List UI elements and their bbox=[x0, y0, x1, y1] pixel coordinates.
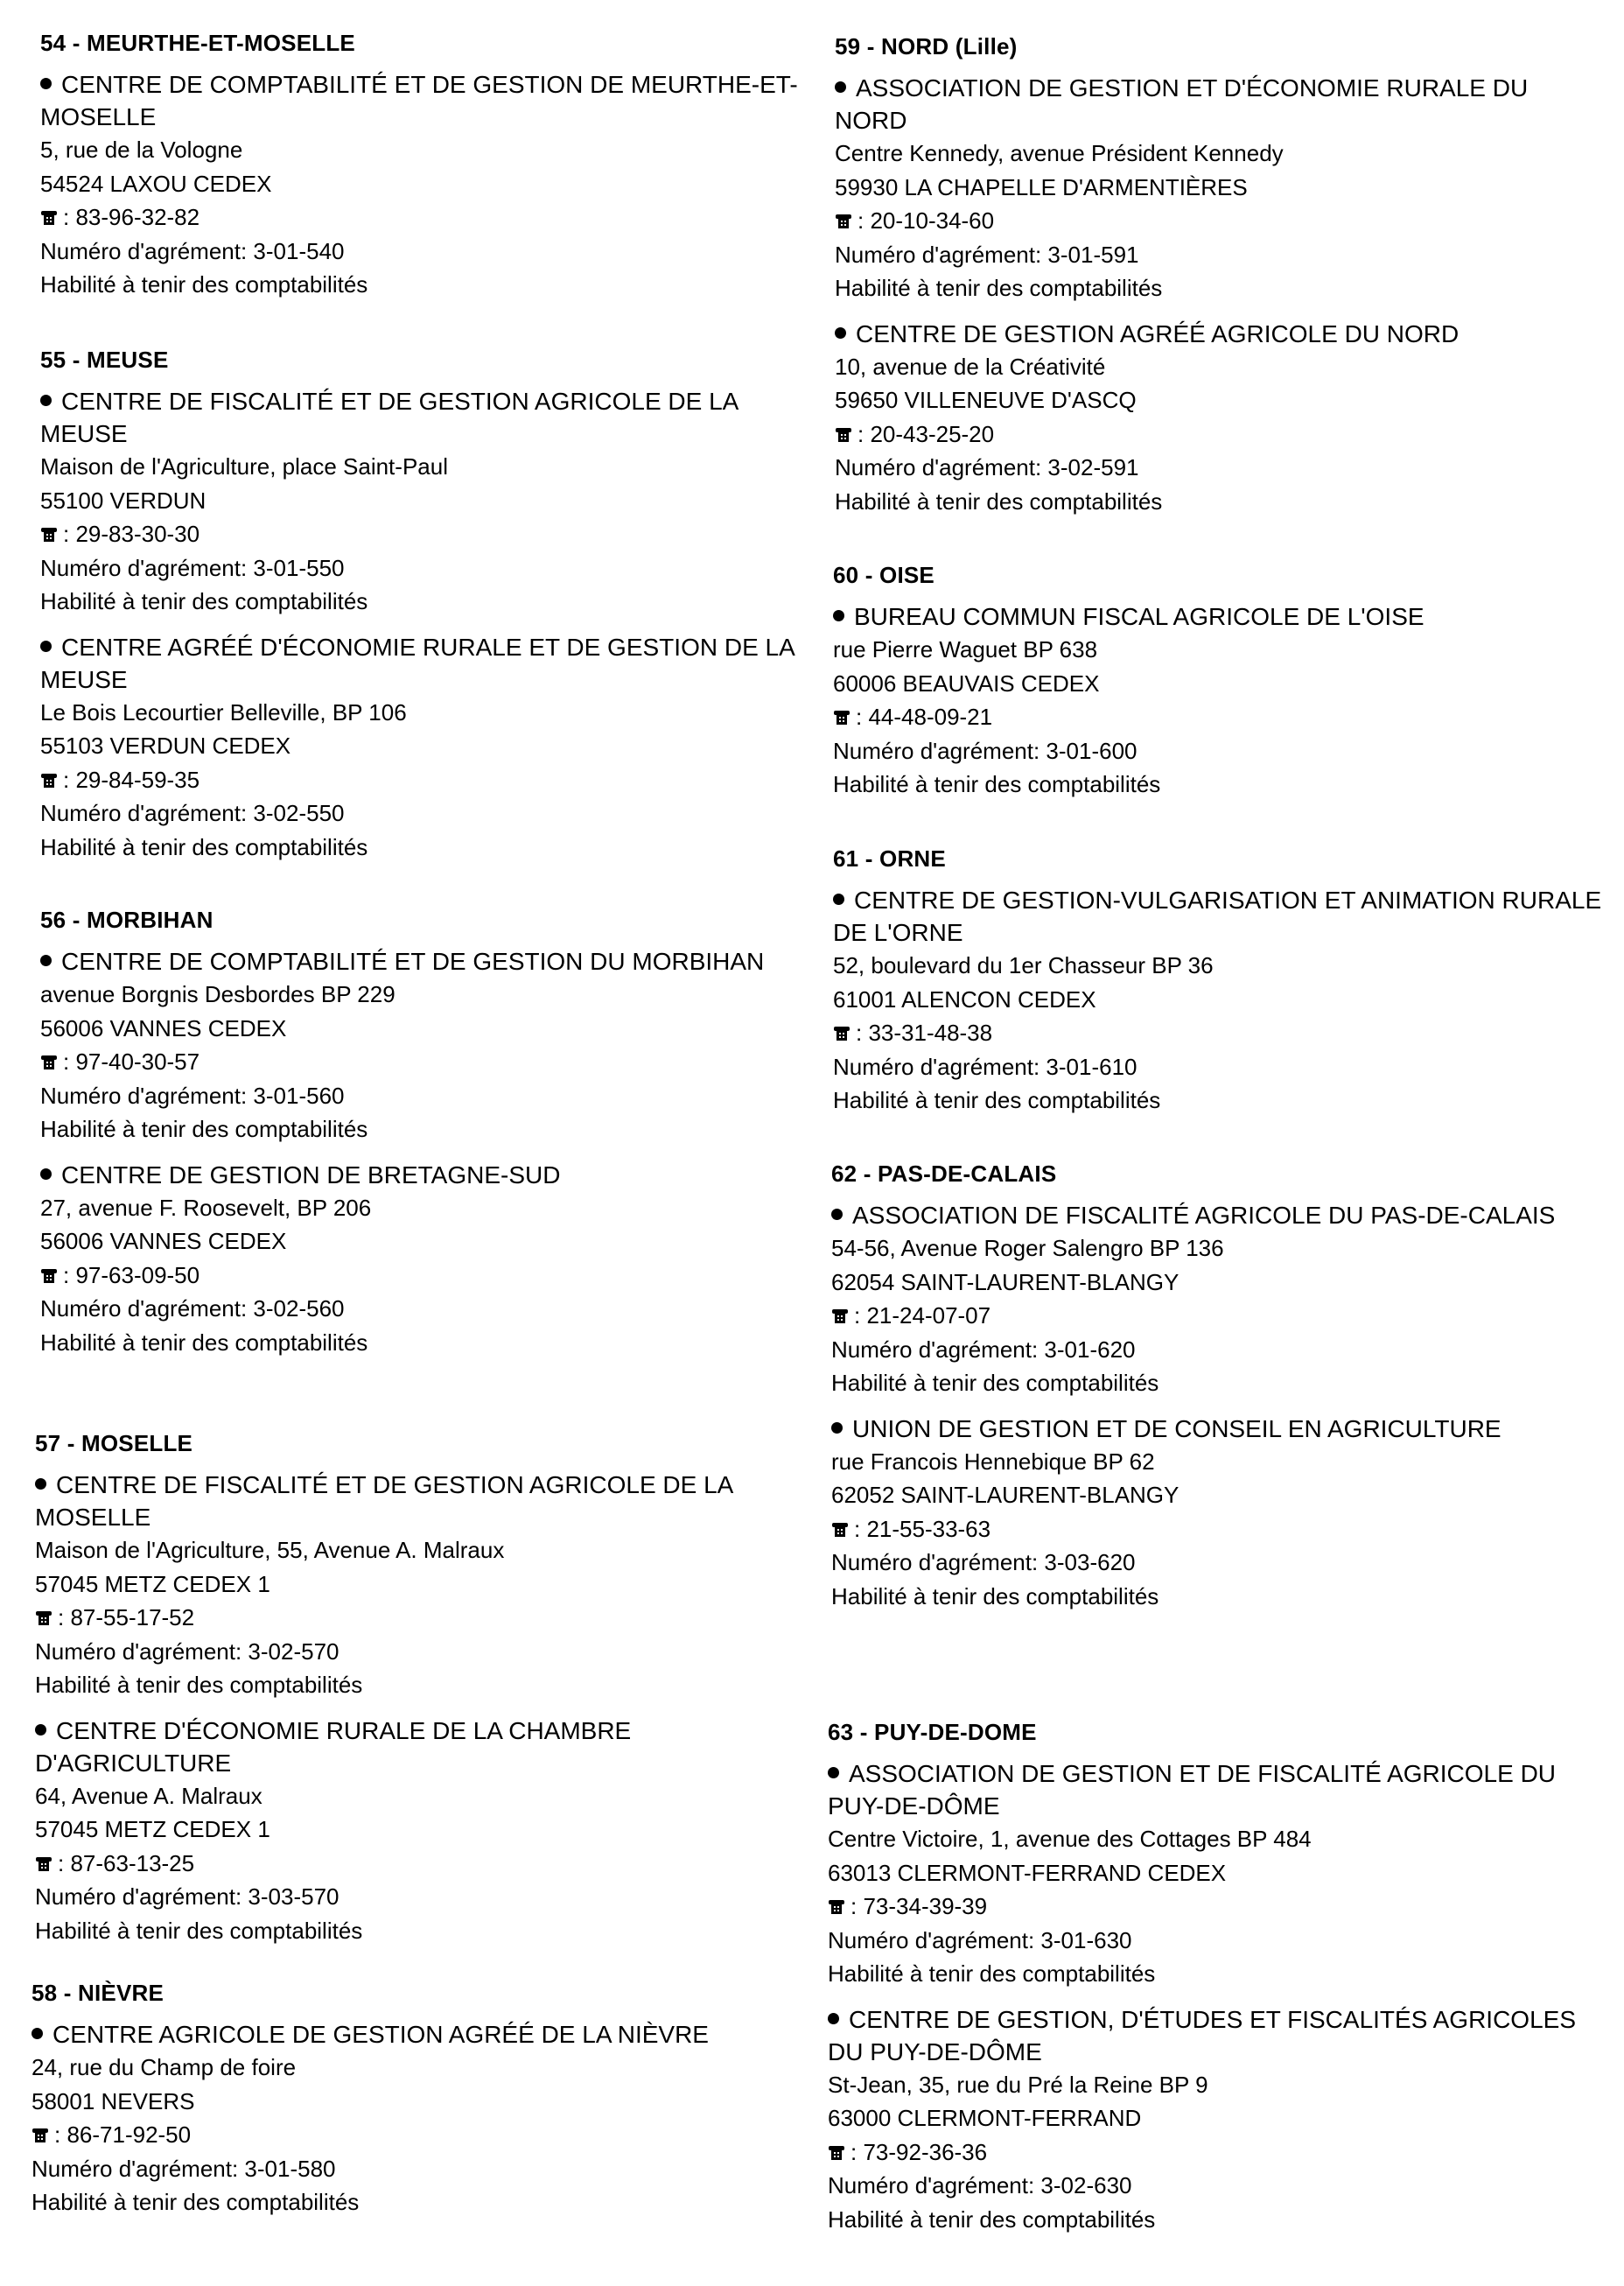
phone-line: : 86-71-92-50 bbox=[32, 2118, 802, 2152]
department-heading: 60 - OISE bbox=[833, 562, 934, 588]
organization-name: ASSOCIATION DE GESTION ET DE FISCALITÉ AGRICOLE DU PUY-DE-DÔME bbox=[828, 1760, 1557, 1820]
organization-entry bbox=[40, 631, 810, 865]
postal-line: 59650 VILLENEUVE D'ASCQ bbox=[835, 387, 1137, 413]
department-heading: 62 - PAS-DE-CALAIS bbox=[831, 1161, 1057, 1187]
telephone-icon bbox=[835, 427, 852, 443]
organization-entry bbox=[831, 1413, 1601, 1614]
agrement-number: Numéro d'agrément: 3-01-580 bbox=[32, 2155, 336, 2182]
telephone-icon bbox=[828, 1899, 845, 1915]
telephone-icon bbox=[835, 214, 852, 229]
department-heading: 56 - MORBIHAN bbox=[40, 907, 214, 933]
telephone-icon bbox=[40, 1268, 58, 1284]
phone-line: : 33-31-48-38 bbox=[833, 1016, 1603, 1050]
habilitation-text: Habilité à tenir des comptabilités bbox=[40, 271, 368, 298]
postal-line: 60006 BEAUVAIS CEDEX bbox=[833, 670, 1100, 697]
phone-line: : 20-10-34-60 bbox=[835, 204, 1605, 238]
postal-line: 61001 ALENCON CEDEX bbox=[833, 985, 1096, 1013]
address-line: rue Francois Hennebique BP 62 bbox=[831, 1448, 1155, 1475]
department-heading: 55 - MEUSE bbox=[40, 347, 169, 373]
organization-name: CENTRE DE GESTION DE BRETAGNE-SUD bbox=[40, 1159, 810, 1191]
bullet-icon bbox=[828, 1767, 839, 1778]
agrement-number: Numéro d'agrément: 3-03-570 bbox=[35, 1883, 340, 1910]
agrement-number: Numéro d'agrément: 3-02-630 bbox=[828, 2172, 1132, 2198]
section-62 bbox=[831, 1161, 1601, 1613]
organization-name: CENTRE D'ÉCONOMIE RURALE DE LA CHAMBRE D'AGRICULTURE bbox=[35, 1716, 632, 1777]
bullet-icon bbox=[831, 1209, 843, 1220]
organization-name: CENTRE AGRÉÉ D'ÉCONOMIE RURALE ET DE GESTION DE LA MEUSE bbox=[40, 633, 794, 693]
telephone-icon bbox=[35, 1610, 52, 1626]
phone-line: : 29-84-59-35 bbox=[40, 763, 810, 797]
habilitation-text: Habilité à tenir des comptabilités bbox=[35, 1917, 363, 1944]
organization-name: CENTRE DE GESTION AGRÉÉ AGRICOLE DU NORD bbox=[835, 318, 1605, 350]
organization-entry bbox=[40, 945, 810, 1147]
section-63 bbox=[828, 1719, 1598, 2236]
address-line: 54-56, Avenue Roger Salengro BP 136 bbox=[831, 1235, 1224, 1261]
organization-entry bbox=[835, 318, 1605, 519]
bullet-icon bbox=[833, 894, 844, 905]
section-55 bbox=[40, 347, 810, 864]
address-line: St-Jean, 35, rue du Pré la Reine BP 9 bbox=[828, 2071, 1208, 2098]
habilitation-text: Habilité à tenir des comptabilités bbox=[35, 1672, 363, 1698]
bullet-icon bbox=[833, 610, 844, 621]
habilitation-text: Habilité à tenir des comptabilités bbox=[828, 1960, 1156, 1987]
phone-line: : 97-40-30-57 bbox=[40, 1045, 810, 1079]
department-heading: 63 - PUY-DE-DOME bbox=[828, 1719, 1037, 1745]
bullet-icon bbox=[831, 1422, 843, 1434]
telephone-icon bbox=[831, 1308, 849, 1324]
organization-name: CENTRE DE GESTION-VULGARISATION ET ANIMATION RURALE DE L'ORNE bbox=[833, 887, 1602, 946]
phone-line: : 21-55-33-63 bbox=[831, 1512, 1601, 1546]
habilitation-text: Habilité à tenir des comptabilités bbox=[40, 1116, 368, 1142]
phone-line: : 20-43-25-20 bbox=[835, 417, 1605, 452]
address-line: 10, avenue de la Créativité bbox=[835, 353, 1106, 380]
telephone-icon bbox=[40, 1055, 58, 1070]
agrement-number: Numéro d'agrément: 3-03-620 bbox=[831, 1549, 1136, 1575]
department-heading: 58 - NIÈVRE bbox=[32, 1980, 164, 2006]
telephone-icon bbox=[40, 210, 58, 226]
section-57 bbox=[35, 1430, 805, 1947]
section-54 bbox=[40, 30, 810, 302]
habilitation-text: Habilité à tenir des comptabilités bbox=[828, 2205, 1156, 2233]
habilitation-text: Habilité à tenir des comptabilités bbox=[831, 1370, 1159, 1396]
address-line: 24, rue du Champ de foire bbox=[32, 2054, 297, 2080]
address-line: 27, avenue F. Roosevelt, BP 206 bbox=[40, 1194, 372, 1221]
organization-name: CENTRE DE COMPTABILITÉ ET DE GESTION DU MORBIHAN bbox=[40, 945, 810, 978]
postal-line: 55103 VERDUN CEDEX bbox=[40, 733, 291, 759]
phone-line: : 97-63-09-50 bbox=[40, 1259, 810, 1293]
postal-line: 56006 VANNES CEDEX bbox=[40, 1228, 287, 1254]
phone-line: : 21-24-07-07 bbox=[831, 1299, 1601, 1333]
agrement-number: Numéro d'agrément: 3-02-550 bbox=[40, 800, 345, 826]
telephone-icon bbox=[833, 710, 850, 726]
department-heading: 61 - ORNE bbox=[833, 845, 946, 872]
telephone-icon bbox=[35, 1856, 52, 1872]
telephone-icon bbox=[828, 2145, 845, 2161]
agrement-number: Numéro d'agrément: 3-02-570 bbox=[35, 1637, 340, 1665]
postal-line: 63000 CLERMONT-FERRAND bbox=[828, 2105, 1142, 2131]
organization-entry bbox=[828, 2003, 1598, 2237]
bullet-icon bbox=[40, 395, 52, 406]
telephone-icon bbox=[32, 2128, 49, 2143]
postal-line: 57045 METZ CEDEX 1 bbox=[35, 1570, 270, 1597]
habilitation-text: Habilité à tenir des comptabilités bbox=[833, 771, 1161, 797]
phone-line: : 87-63-13-25 bbox=[35, 1847, 805, 1881]
organization-entry bbox=[833, 600, 1603, 802]
address-line: Centre Victoire, 1, avenue des Cottages BP 484 bbox=[828, 1826, 1312, 1852]
postal-line: 59930 LA CHAPELLE D'ARMENTIÈRES bbox=[835, 173, 1248, 200]
habilitation-text: Habilité à tenir des comptabilités bbox=[40, 588, 368, 614]
organization-entry bbox=[828, 1757, 1598, 1991]
agrement-number: Numéro d'agrément: 3-02-591 bbox=[835, 454, 1139, 480]
phone-line: : 83-96-32-82 bbox=[40, 200, 810, 235]
department-heading: 59 - NORD (Lille) bbox=[835, 33, 1018, 60]
organization-name: CENTRE DE COMPTABILITÉ ET DE GESTION DE MEURTHE-ET-MOSELLE bbox=[40, 71, 798, 130]
agrement-number: Numéro d'agrément: 3-01-560 bbox=[40, 1082, 345, 1109]
postal-line: 62054 SAINT-LAURENT-BLANGY bbox=[831, 1268, 1180, 1295]
agrement-number: Numéro d'agrément: 3-01-550 bbox=[40, 554, 345, 581]
bullet-icon bbox=[828, 2013, 839, 2024]
agrement-number: Numéro d'agrément: 3-01-610 bbox=[833, 1053, 1138, 1080]
bullet-icon bbox=[40, 955, 52, 966]
address-line: 5, rue de la Vologne bbox=[40, 137, 243, 163]
section-59 bbox=[835, 33, 1605, 518]
bullet-icon bbox=[40, 78, 52, 89]
bullet-icon bbox=[835, 81, 846, 93]
organization-name: UNION DE GESTION ET DE CONSEIL EN AGRICULTURE bbox=[831, 1413, 1601, 1445]
bullet-icon bbox=[40, 641, 52, 652]
address-line: Maison de l'Agriculture, 55, Avenue A. Malraux bbox=[35, 1537, 505, 1563]
postal-line: 57045 METZ CEDEX 1 bbox=[35, 1816, 270, 1842]
phone-line: : 29-83-30-30 bbox=[40, 517, 810, 551]
organization-entry bbox=[40, 68, 810, 302]
organization-entry bbox=[35, 1469, 805, 1702]
agrement-number: Numéro d'agrément: 3-01-620 bbox=[831, 1336, 1136, 1363]
bullet-icon bbox=[835, 327, 846, 339]
address-line: 52, boulevard du 1er Chasseur BP 36 bbox=[833, 952, 1214, 978]
bullet-icon bbox=[40, 1168, 52, 1180]
section-60 bbox=[833, 562, 1603, 802]
telephone-icon bbox=[833, 1026, 850, 1041]
address-line: rue Pierre Waguet BP 638 bbox=[833, 636, 1098, 663]
habilitation-text: Habilité à tenir des comptabilités bbox=[831, 1582, 1159, 1609]
organization-name: BUREAU COMMUN FISCAL AGRICOLE DE L'OISE bbox=[833, 600, 1603, 633]
agrement-number: Numéro d'agrément: 3-01-591 bbox=[835, 241, 1139, 268]
address-line: avenue Borgnis Desbordes BP 229 bbox=[40, 981, 396, 1007]
address-line: Le Bois Lecourtier Belleville, BP 106 bbox=[40, 698, 407, 726]
organization-entry bbox=[40, 1159, 810, 1360]
agrement-number: Numéro d'agrément: 3-01-630 bbox=[828, 1926, 1132, 1953]
section-56 bbox=[40, 907, 810, 1359]
habilitation-text: Habilité à tenir des comptabilités bbox=[40, 833, 368, 860]
postal-line: 54524 LAXOU CEDEX bbox=[40, 170, 272, 197]
habilitation-text: Habilité à tenir des comptabilités bbox=[32, 2189, 360, 2215]
address-line: 64, Avenue A. Malraux bbox=[35, 1782, 262, 1809]
section-58 bbox=[32, 1980, 802, 2219]
organization-entry bbox=[831, 1199, 1601, 1400]
agrement-number: Numéro d'agrément: 3-02-560 bbox=[40, 1295, 345, 1322]
agrement-number: Numéro d'agrément: 3-01-540 bbox=[40, 237, 345, 264]
organization-entry bbox=[835, 72, 1605, 305]
habilitation-text: Habilité à tenir des comptabilités bbox=[833, 1087, 1161, 1113]
bullet-icon bbox=[35, 1724, 46, 1736]
bullet-icon bbox=[32, 2028, 43, 2039]
habilitation-text: Habilité à tenir des comptabilités bbox=[835, 487, 1163, 515]
section-61 bbox=[833, 845, 1603, 1118]
phone-line: : 44-48-09-21 bbox=[833, 700, 1603, 734]
organization-entry bbox=[35, 1714, 805, 1948]
postal-line: 62052 SAINT-LAURENT-BLANGY bbox=[831, 1482, 1180, 1508]
organization-name: ASSOCIATION DE GESTION ET D'ÉCONOMIE RURALE DU NORD bbox=[835, 74, 1529, 134]
organization-entry bbox=[40, 385, 810, 619]
phone-line: : 87-55-17-52 bbox=[35, 1601, 805, 1635]
bullet-icon bbox=[35, 1478, 46, 1490]
organization-name: ASSOCIATION DE FISCALITÉ AGRICOLE DU PAS-DE-CALAIS bbox=[831, 1199, 1601, 1231]
organization-name: CENTRE DE GESTION, D'ÉTUDES ET FISCALITÉS AGRICOLES DU PUY-DE-DÔME bbox=[828, 2005, 1576, 2065]
organization-name: CENTRE DE FISCALITÉ ET DE GESTION AGRICOLE DE LA MEUSE bbox=[40, 388, 738, 447]
address-line: Centre Kennedy, avenue Président Kennedy bbox=[835, 140, 1284, 166]
agrement-number: Numéro d'agrément: 3-01-600 bbox=[833, 737, 1138, 764]
postal-line: 55100 VERDUN bbox=[40, 487, 206, 514]
organization-entry bbox=[32, 2018, 802, 2219]
address-line: Maison de l'Agriculture, place Saint-Paul bbox=[40, 453, 448, 480]
organization-entry bbox=[833, 884, 1603, 1118]
organization-name: CENTRE AGRICOLE DE GESTION AGRÉÉ DE LA NIÈVRE bbox=[32, 2018, 802, 2051]
telephone-icon bbox=[40, 527, 58, 543]
postal-line: 56006 VANNES CEDEX bbox=[40, 1014, 287, 1041]
postal-line: 58001 NEVERS bbox=[32, 2087, 195, 2114]
postal-line: 63013 CLERMONT-FERRAND CEDEX bbox=[828, 1859, 1227, 1886]
habilitation-text: Habilité à tenir des comptabilités bbox=[835, 275, 1163, 301]
telephone-icon bbox=[831, 1522, 849, 1538]
phone-line: : 73-34-39-39 bbox=[828, 1890, 1598, 1924]
habilitation-text: Habilité à tenir des comptabilités bbox=[40, 1329, 368, 1356]
phone-line: : 73-92-36-36 bbox=[828, 2135, 1598, 2170]
department-heading: 54 - MEURTHE-ET-MOSELLE bbox=[40, 30, 355, 56]
department-heading: 57 - MOSELLE bbox=[35, 1430, 193, 1456]
telephone-icon bbox=[40, 773, 58, 789]
organization-name: CENTRE DE FISCALITÉ ET DE GESTION AGRICOLE DE LA MOSELLE bbox=[35, 1471, 732, 1531]
